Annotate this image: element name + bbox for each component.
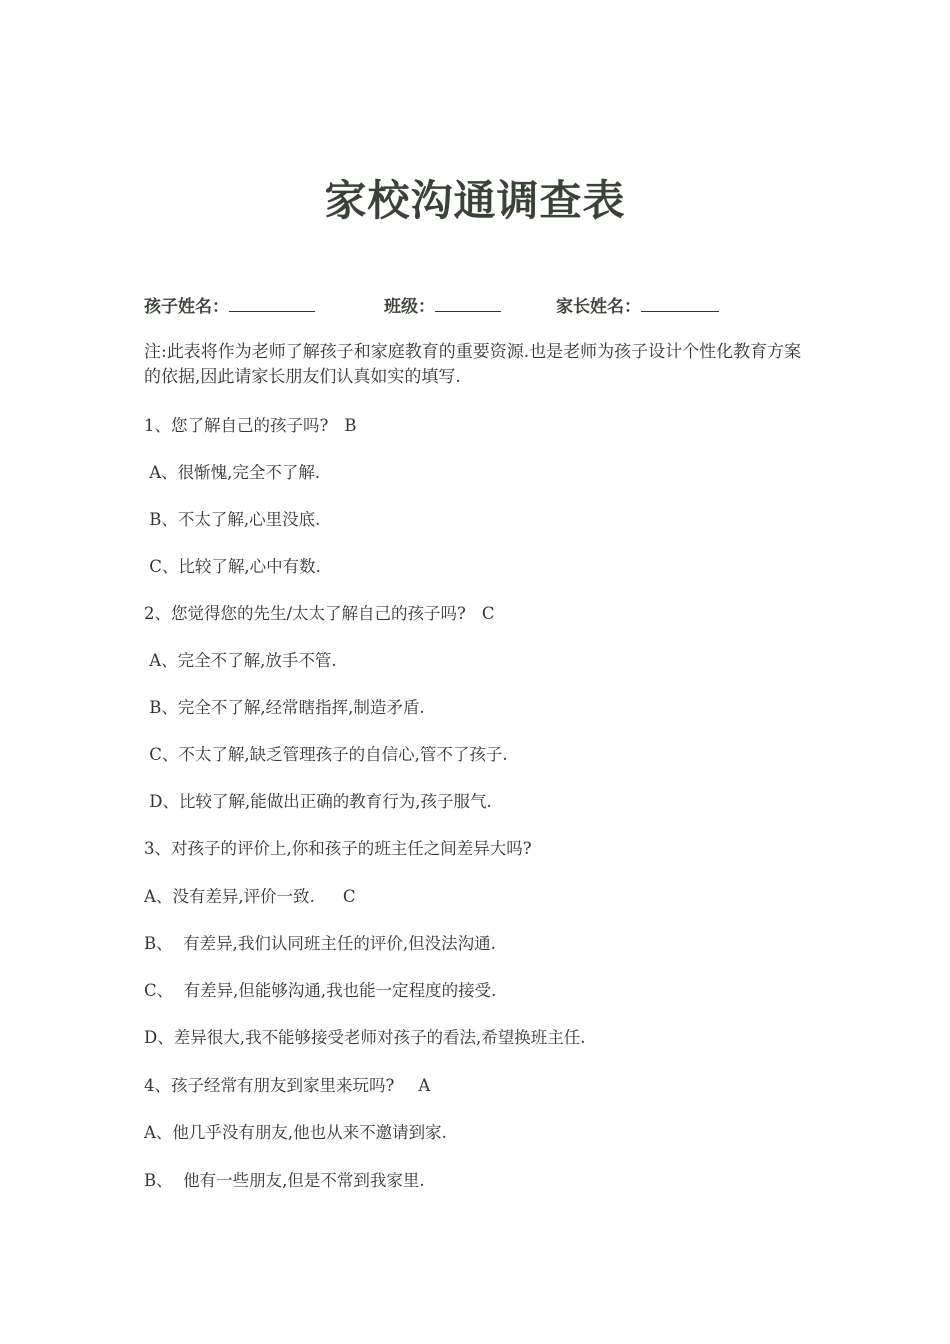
question-2-option-b: B、完全不了解,经常瞎指挥,制造矛盾. bbox=[144, 698, 425, 717]
child-name-label: 孩子姓名： bbox=[144, 297, 229, 317]
class-blank[interactable] bbox=[435, 295, 501, 312]
question-2-option-c: C、不太了解,缺乏管理孩子的自信心,管不了孩子. bbox=[144, 745, 508, 764]
question-3-option-b: B、 有差异,我们认同班主任的评价,但没法沟通. bbox=[144, 934, 496, 953]
question-answer: C bbox=[342, 887, 356, 906]
question-1-option-b: B、不太了解,心里没底. bbox=[144, 510, 321, 529]
question-3-option-a bbox=[144, 883, 356, 907]
class-label: 班级： bbox=[384, 297, 435, 317]
question-4 bbox=[144, 1072, 430, 1096]
parent-name-label: 家长姓名： bbox=[556, 297, 641, 317]
question-2-option-d: D、比较了解,能做出正确的教育行为,孩子服气. bbox=[144, 792, 492, 811]
question-3-option-c: C、 有差异,但能够沟通,我也能一定程度的接受. bbox=[144, 981, 497, 1000]
instruction-note: 注:此表将作为老师了解孩子和家庭教育的重要资源.也是老师为孩子设计个性化教育方案的依据,因此请家长朋友们认真如实的填写. bbox=[144, 342, 802, 387]
page-title: 家校沟通调查表 bbox=[324, 176, 626, 225]
question-answer: A bbox=[418, 1076, 431, 1095]
child-name-field[interactable] bbox=[144, 292, 315, 317]
parent-name-blank[interactable] bbox=[641, 295, 719, 312]
question-text: 4、孩子经常有朋友到家里来玩吗? bbox=[144, 1076, 395, 1095]
question-1-option-a: A、很惭愧,完全不了解. bbox=[144, 463, 321, 482]
question-text: 2、您觉得您的先生/太太了解自己的孩子吗? bbox=[144, 604, 466, 623]
question-2-option-a: A、完全不了解,放手不管. bbox=[144, 651, 337, 670]
question-text: 1、您了解自己的孩子吗? bbox=[144, 416, 329, 435]
question-1 bbox=[144, 412, 357, 436]
child-name-blank[interactable] bbox=[229, 295, 315, 312]
question-4-option-a: A、他几乎没有朋友,他也从来不邀请到家. bbox=[144, 1123, 447, 1142]
option-text: A、没有差异,评价一致. bbox=[144, 887, 315, 906]
parent-name-field[interactable] bbox=[556, 292, 719, 317]
question-2 bbox=[144, 600, 495, 624]
question-3: 3、对孩子的评价上,你和孩子的班主任之间差异大吗? bbox=[144, 839, 532, 858]
question-1-option-c: C、比较了解,心中有数. bbox=[144, 557, 321, 576]
question-answer: B bbox=[344, 416, 357, 435]
question-4-option-b: B、 他有一些朋友,但是不常到我家里. bbox=[144, 1171, 425, 1190]
question-3-option-d: D、差异很大,我不能够接受老师对孩子的看法,希望换班主任. bbox=[144, 1028, 586, 1047]
question-answer: C bbox=[481, 604, 495, 623]
class-field[interactable] bbox=[384, 292, 501, 317]
